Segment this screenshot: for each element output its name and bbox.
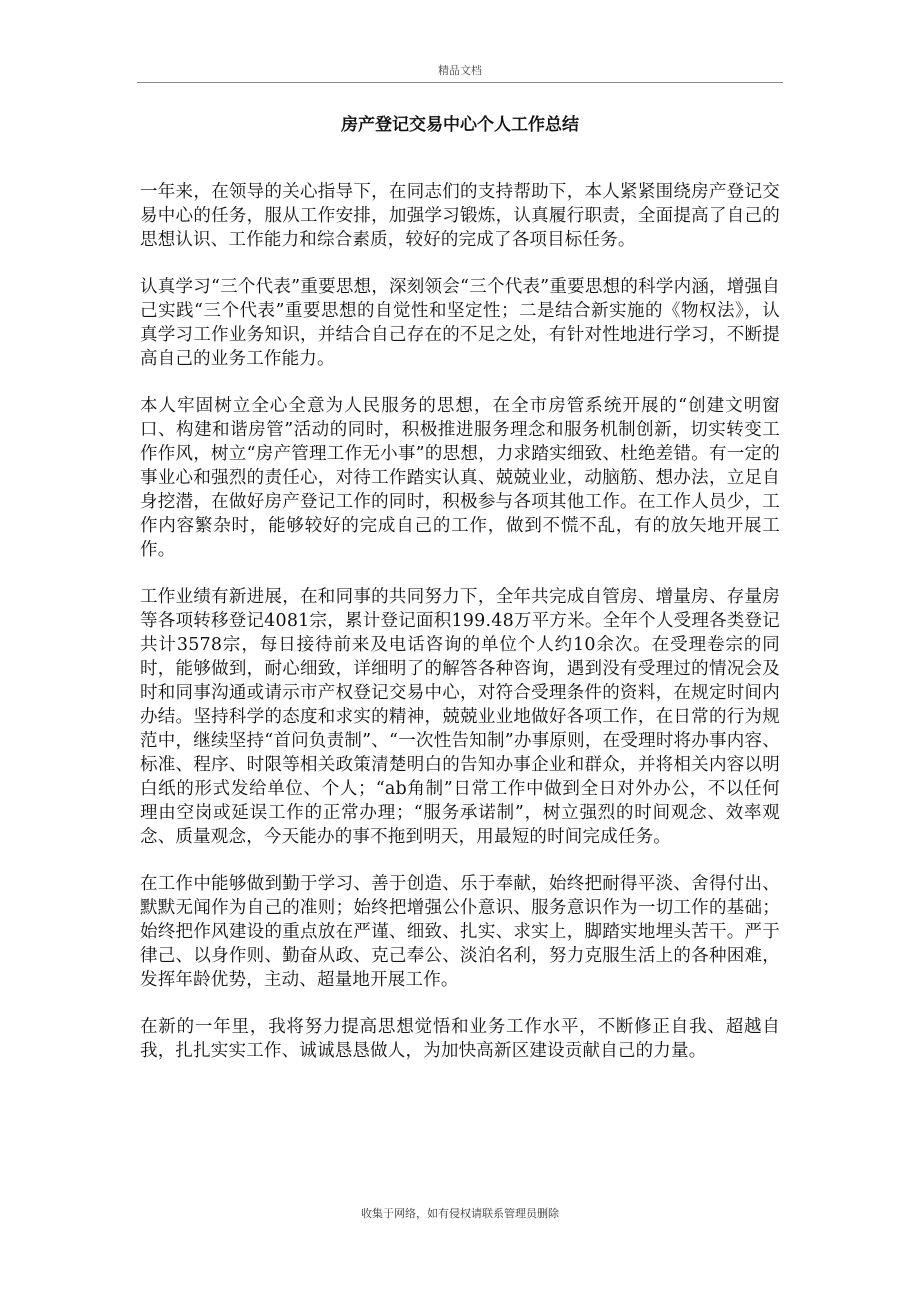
header-divider (137, 82, 783, 83)
document-title: 房产登记交易中心个人工作总结 (341, 115, 579, 135)
page-header-label: 精品文档 (438, 64, 482, 77)
paragraph-outlook: 在新的一年里，我将努力提高思想觉悟和业务工作水平，不断修正自我、超越自我，扎扎实实工作、诚诚恳恳做人，为加快高新区建设贡献自己的力量。 (140, 1017, 780, 1061)
paragraph-service: 本人牢固树立全心全意为人民服务的思想，在全市房管系统开展的“创建文明窗口、构建和谐房管”活动的同时，积极推进服务理念和服务机制创新，切实转变工作作风，树立“房产管理工作无小事”的思想，力求踏实细致、杜绝差错。有一定的事业心和强烈的责任心，对待工作踏实认真、兢兢业业，动脑筋、想办法，立足自身挖潜，在做好房产登记工作的同时，积极参与各项其他工作。在工作人员少，工作内容繁杂时，能够较好的完成自己的工作，做到不慌不乱，有的放矢地开展工作。 (140, 396, 780, 560)
page-footer-label: 收集于网络，如有侵权请联系管理员删除 (361, 1207, 559, 1220)
document-body (140, 180, 780, 1086)
paragraph-conduct: 在工作中能够做到勤于学习、善于创造、乐于奉献，始终把耐得平淡、舍得付出、默默无闻作为自己的准则；始终把增强公仆意识、服务意识作为一切工作的基础；始终把作风建设的重点放在严谨、细致、扎实、求实上，脚踏实地埋头苦干。严于律己、以身作则、勤奋从政、克己奉公、淡泊名利，努力克服生活上的各种困难，发挥年龄优势，主动、超量地开展工作。 (140, 874, 780, 990)
paragraph-performance: 工作业绩有新进展，在和同事的共同努力下，全年共完成自管房、增量房、存量房等各项转移登记4081宗，累计登记面积199.48万平方米。全年个人受理各类登记共计3578宗，每日接待前来及电话咨询的单位个人约10余次。在受理卷宗的同时，能够做到，耐心细致，详细明了的解答各种咨询，遇到没有受理过的情况会及时和同事沟通或请示市产权登记交易中心，对符合受理条件的资料，在规定时间内办结。坚持科学的态度和求实的精神，兢兢业业地做好各项工作，在日常的行为规范中，继续坚持“首问负责制”、“一次性告知制”办事原则，在受理时将办事内容、标准、程序、时限等相关政策清楚明白的告知办事企业和群众，并将相关内容以明白纸的形式发给单位、个人；“ab角制”日常工作中做到全日对外办公，不以任何理由空岗或延误工作的正常办理；“服务承诺制”，树立强烈的时间观念、效率观念、质量观念，今天能办的事不拖到明天，用最短的时间完成任务。 (140, 587, 780, 847)
paragraph-study: 认真学习“三个代表”重要思想，深刻领会“三个代表”重要思想的科学内涵，增强自己实践“三个代表”重要思想的自觉性和坚定性；二是结合新实施的《物权法》，认真学习工作业务知识，并结合自己存在的不足之处，有针对性地进行学习，不断提高自己的业务工作能力。 (140, 277, 780, 369)
paragraph-intro: 一年来，在领导的关心指导下，在同志们的支持帮助下，本人紧紧围绕房产登记交易中心的任务，服从工作安排，加强学习锻炼，认真履行职责，全面提高了自己的思想认识、工作能力和综合素质，较好的完成了各项目标任务。 (140, 182, 780, 250)
